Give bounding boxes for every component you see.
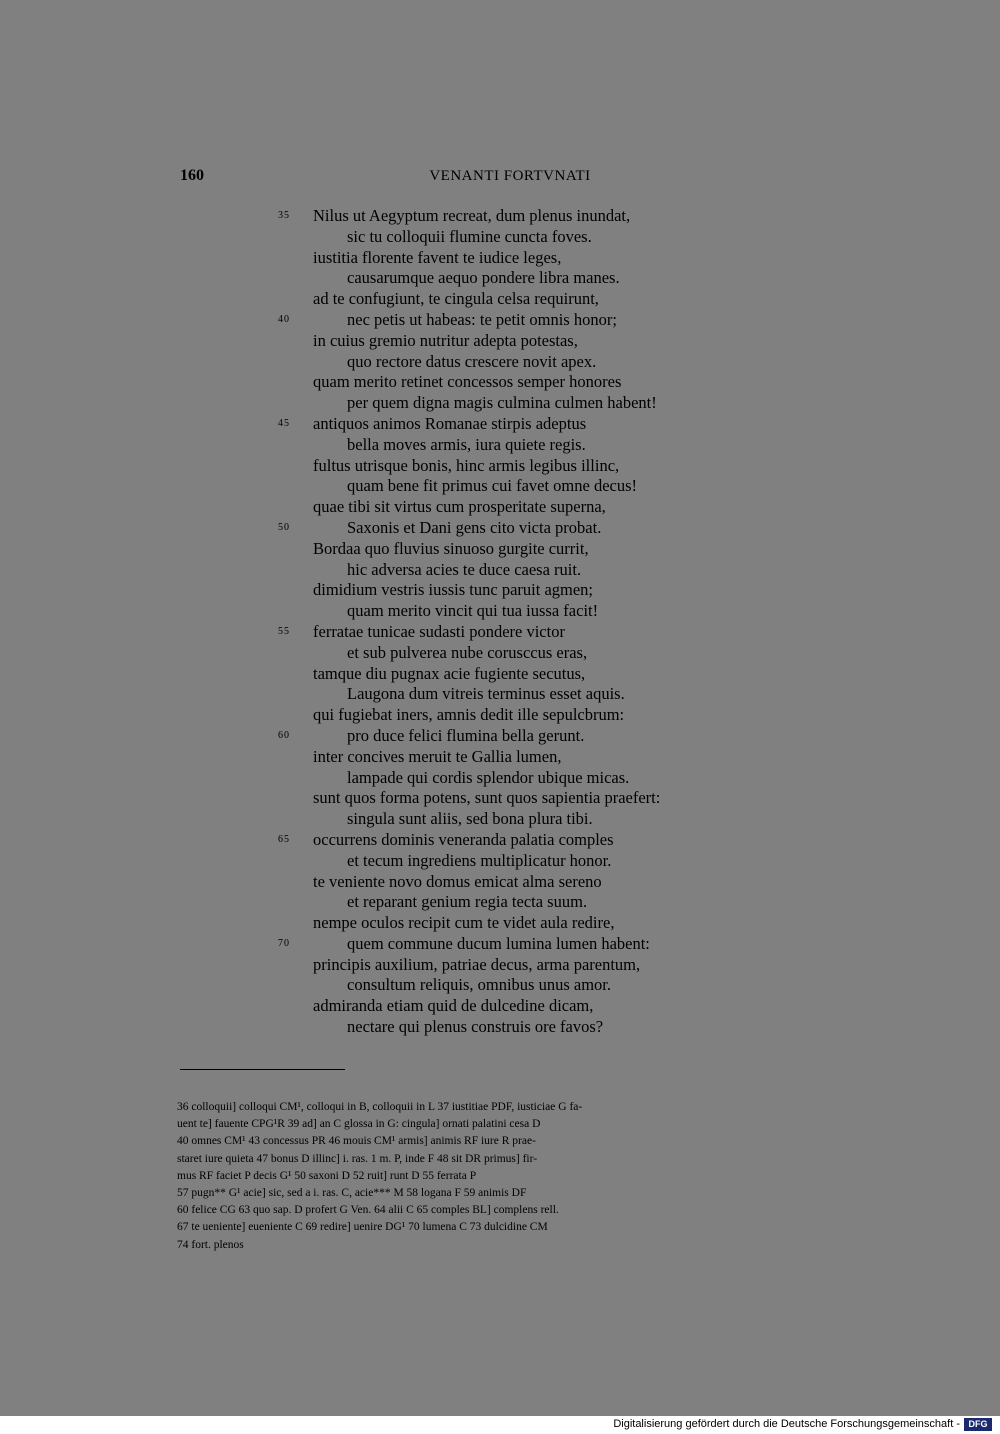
verse-line	[0, 892, 1000, 913]
verse-text: nectare qui plenus construis ore favos?	[347, 1017, 604, 1037]
running-head: VENANTI FORTVNATI	[429, 168, 591, 184]
critical-apparatus	[177, 1099, 839, 1254]
verse-text: quae tibi sit virtus cum prosperitate superna,	[313, 497, 606, 517]
verse-line	[0, 872, 1000, 893]
line-number: 40	[278, 313, 290, 325]
verse-text: ferratae tunicae sudasti pondere victor	[313, 621, 565, 641]
verse-line	[0, 705, 1000, 726]
line-number: 60	[278, 729, 290, 741]
verse-line	[0, 497, 1000, 518]
dfg-logo-icon: DFG	[964, 1418, 992, 1431]
funding-notice: Digitalisierung gefördert durch die Deutsche Forschungsgemeinschaft -	[613, 1418, 960, 1430]
verse-line	[0, 352, 1000, 373]
footer-bar	[0, 1416, 1000, 1434]
verse-text: Nilus ut Aegyptum recreat, dum plenus inundat,	[313, 206, 631, 225]
verse-text: pro duce felici flumina bella gerunt.	[347, 725, 585, 745]
verse-line	[0, 289, 1000, 310]
verse-text: quam merito vincit qui tua iussa facit!	[347, 601, 599, 621]
verse-text: dimidium vestris iussis tunc paruit agmen;	[313, 580, 594, 600]
verse-line	[0, 664, 1000, 685]
verse-text: nec petis ut habeas: te petit omnis honor;	[347, 309, 617, 329]
verse-line	[0, 414, 1000, 435]
verse-text: Laugona dum vitreis terminus esset aquis.	[347, 684, 625, 704]
verse-text: per quem digna magis culmina culmen habent!	[347, 393, 657, 413]
apparatus-line: mus RF faciet P decis G¹ 50 saxoni D 52 ruit] runt D 55 ferrata P	[177, 1169, 477, 1182]
verse-line	[0, 975, 1000, 996]
verse-line	[0, 331, 1000, 352]
verse-text: et reparant genium regia tecta suum.	[347, 892, 588, 912]
verse-line	[0, 934, 1000, 955]
verse-text: consultum reliquis, omnibus unus amor.	[347, 975, 611, 995]
verse-text: in cuius gremio nutritur adepta potestas,	[313, 330, 578, 350]
verse-line	[0, 643, 1000, 664]
verse-text: Bordaa quo fluvius sinuoso gurgite currit,	[313, 538, 589, 558]
verse-text: ad te confugiunt, te cingula celsa requirunt,	[313, 289, 599, 309]
verse-line	[0, 560, 1000, 581]
verse-line	[0, 684, 1000, 705]
verse-text: admiranda etiam quid de dulcedine dicam,	[313, 996, 594, 1016]
verse-text: principis auxilium, patriae decus, arma parentum,	[313, 954, 641, 974]
verse-text: nempe oculos recipit cum te videt aula redire,	[313, 913, 615, 933]
verse-text: quem commune ducum lumina lumen habent:	[347, 933, 650, 953]
verse-line	[0, 830, 1000, 851]
verse-line	[0, 622, 1000, 643]
verse-text: et tecum ingrediens multiplicatur honor.	[347, 850, 612, 870]
verse-text: qui fugiebat iners, amnis dedit ille sepulcbrum:	[313, 705, 625, 725]
verse-line	[0, 539, 1000, 560]
verse-line	[0, 996, 1000, 1017]
verse-line	[0, 809, 1000, 830]
verse-text: sic tu colloquii flumine cuncta foves.	[347, 226, 592, 246]
verse-text: quo rectore datus crescere novit apex.	[347, 351, 597, 371]
apparatus-line: 60 felice CG 63 quo sap. D profert G Ven. 64 alii C 65 comples BL] complens rell.	[177, 1204, 559, 1217]
verse-line	[0, 747, 1000, 768]
verse-line	[0, 851, 1000, 872]
verse-line	[0, 913, 1000, 934]
line-number: 70	[278, 937, 290, 949]
apparatus-line: staret iure quieta 47 bonus D illinc] i. ras. 1 m. P, inde F 48 sit DR primus] fir-	[177, 1152, 538, 1165]
verse-text: antiquos animos Romanae stirpis adeptus	[313, 413, 587, 433]
verse-line	[0, 1017, 1000, 1038]
verse-line	[0, 456, 1000, 477]
verse-text: fultus utrisque bonis, hinc armis legibus illinc,	[313, 455, 620, 475]
apparatus-line: 36 colloquii] colloqui CM¹, colloqui in B, colloquii in L 37 iustitiae PDF, iusticiae G fa-	[177, 1101, 583, 1113]
verse-text: lampade qui cordis splendor ubique micas.	[347, 767, 630, 787]
apparatus-line: 57 pugn** G¹ acie] sic, sed a i. ras. C, acie*** M 58 logana F 59 animis DF	[177, 1187, 527, 1200]
verse-text: occurrens dominis veneranda palatia comples	[313, 829, 614, 849]
verse-text: singula sunt aliis, sed bona plura tibi.	[347, 809, 593, 829]
verse-line	[0, 476, 1000, 497]
line-number: 45	[278, 417, 290, 429]
poem-text	[0, 206, 1000, 1038]
verse-text: hic adversa acies te duce caesa ruit.	[347, 559, 582, 579]
line-number: 50	[278, 521, 290, 533]
verse-text: Saxonis et Dani gens cito victa probat.	[347, 517, 602, 537]
verse-text: quam merito retinet concessos semper honores	[313, 372, 622, 392]
page-number: 160	[180, 167, 204, 184]
verse-text: iustitia florente favent te iudice leges,	[313, 247, 562, 267]
verse-line	[0, 768, 1000, 789]
verse-text: et sub pulverea nube corusccus eras,	[347, 642, 588, 662]
line-number: 55	[278, 625, 290, 637]
verse-line	[0, 227, 1000, 248]
verse-text: tamque diu pugnax acie fugiente secutus,	[313, 663, 586, 683]
verse-text: causarumque aequo pondere libra manes.	[347, 268, 620, 288]
verse-text: quam bene fit primus cui favet omne decus!	[347, 476, 638, 496]
line-number: 65	[278, 833, 290, 845]
line-number: 35	[278, 210, 290, 221]
apparatus-line: 67 te ueniente] eueniente C 69 redire] uenire DG¹ 70 lumena C 73 dulcidine CM	[177, 1221, 548, 1234]
verse-line	[0, 955, 1000, 976]
footnote-rule	[180, 1069, 345, 1070]
verse-line	[0, 518, 1000, 539]
apparatus-line: 40 omnes CM¹ 43 concessus PR 46 mouis CM¹ armis] animis RF iure R prae-	[177, 1135, 536, 1148]
verse-line	[0, 580, 1000, 601]
verse-text: te veniente novo domus emicat alma sereno	[313, 871, 602, 891]
verse-line	[0, 393, 1000, 414]
verse-line	[0, 435, 1000, 456]
verse-line	[0, 726, 1000, 747]
verse-text: bella moves armis, iura quiete regis.	[347, 434, 586, 454]
verse-line	[0, 206, 1000, 227]
apparatus-line: 74 fort. plenos	[177, 1238, 244, 1251]
verse-line	[0, 248, 1000, 269]
verse-line	[0, 601, 1000, 622]
verse-text: sunt quos forma potens, sunt quos sapientia praefert:	[313, 788, 661, 808]
verse-line	[0, 310, 1000, 331]
apparatus-line: uent te] fauente CPG¹R 39 ad] an C glossa in G: cingula] ornati palatini cesa D	[177, 1118, 541, 1131]
verse-text: inter conciνes meruit te Gallia lumen,	[313, 746, 562, 766]
verse-line	[0, 372, 1000, 393]
verse-line	[0, 268, 1000, 289]
verse-line	[0, 788, 1000, 809]
